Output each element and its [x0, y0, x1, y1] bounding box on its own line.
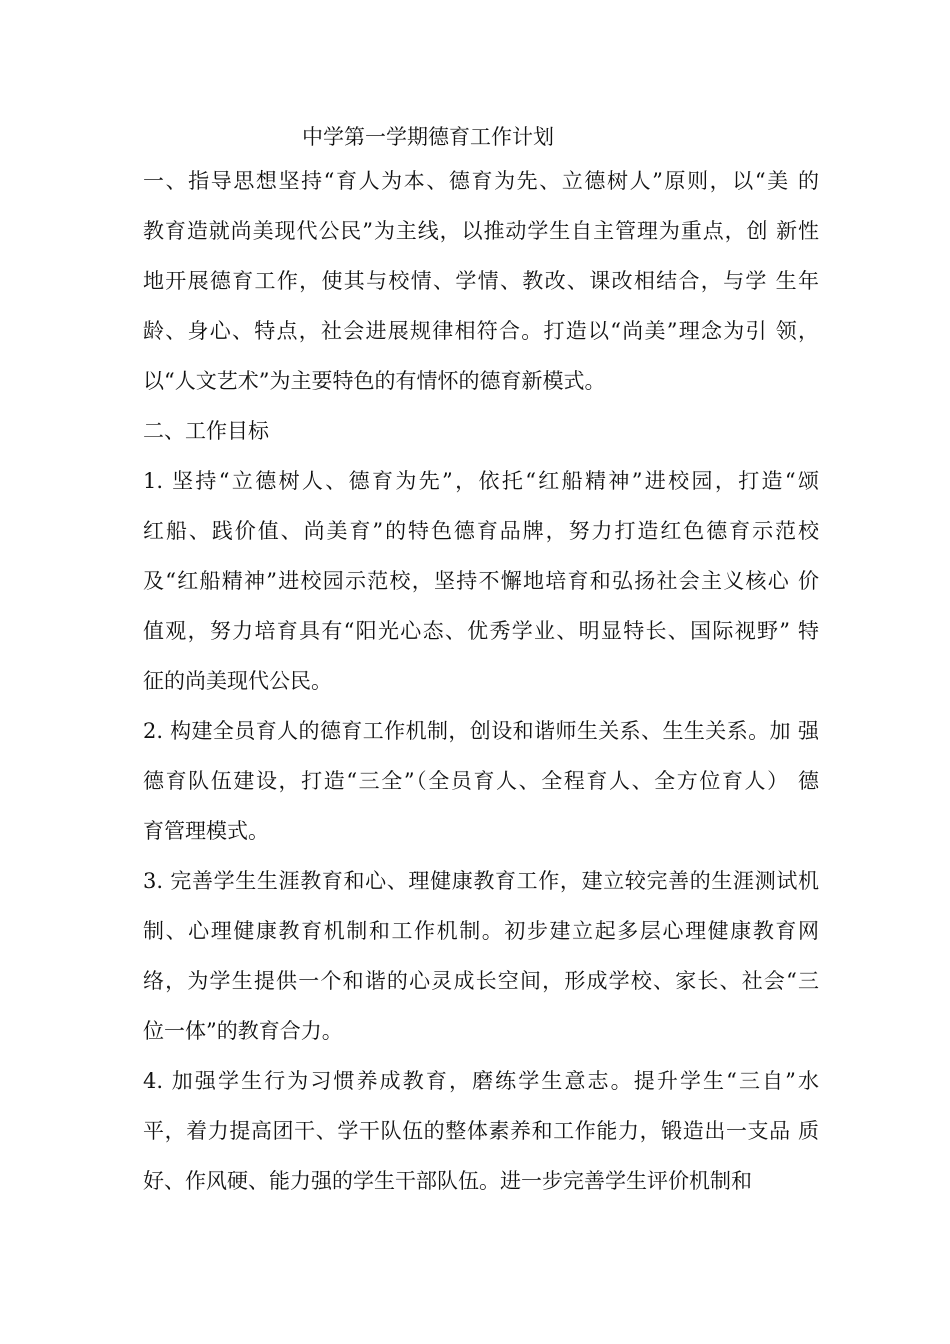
paragraph-line: 制、心理健康教育机制和工作机制。初步建立起多层心理健康教育网 [143, 919, 819, 943]
document-title: 中学第一学期德育工作计划 [302, 125, 554, 149]
paragraph-line: 一、指导思想坚持“育人为本、德育为先、立德树人”原则，以“美 的 [143, 169, 819, 193]
paragraph-line: 及“红船精神”进校园示范校，坚持不懈地培育和弘扬社会主义核心 价 [143, 569, 819, 593]
paragraph-line: 征的尚美现代公民。 [143, 669, 332, 693]
paragraph-line: 红船、践价值、尚美育”的特色德育品牌，努力打造红色德育示范校 [143, 519, 819, 543]
paragraph-line: 3. 完善学生生涯教育和心、理健康教育工作，建立较完善的生涯测试机 [143, 869, 819, 893]
paragraph-line: 好、作风硬、能力强的学生干部队伍。进一步完善学生评价机制和 [143, 1169, 752, 1193]
paragraph-line: 龄、身心、特点，社会进展规律相符合。打造以“尚美”理念为引 领， [143, 319, 819, 343]
paragraph-line: 育管理模式。 [143, 819, 269, 843]
paragraph-line: 以“人文艺术”为主要特色的有情怀的德育新模式。 [143, 369, 606, 393]
paragraph-line: 值观，努力培育具有“阳光心态、优秀学业、明显特长、国际视野” 特 [143, 619, 819, 643]
paragraph-line: 1. 坚持“立德树人、德育为先”，依托“红船精神”进校园，打造“颂 [143, 469, 819, 493]
paragraph-line: 德育队伍建设，打造“三全”（全员育人、全程育人、全方位育人） 德 [143, 769, 819, 793]
paragraph-line: 平，着力提高团干、学干队伍的整体素养和工作能力，锻造出一支品 质 [143, 1119, 819, 1143]
paragraph-line: 地开展德育工作，使其与校情、学情、教改、课改相结合，与学 生年 [143, 269, 819, 293]
paragraph-line: 位一体”的教育合力。 [143, 1019, 343, 1043]
section-heading: 二、工作目标 [143, 419, 269, 443]
paragraph-line: 络，为学生提供一个和谐的心灵成长空间，形成学校、家长、社会“三 [143, 969, 819, 993]
paragraph-line: 4. 加强学生行为习惯养成教育，磨练学生意志。提升学生“三自”水 [143, 1069, 819, 1093]
paragraph-line: 2. 构建全员育人的德育工作机制，创设和谐师生关系、生生关系。加 强 [143, 719, 819, 743]
paragraph-line: 教育造就尚美现代公民”为主线，以推动学生自主管理为重点，创 新性 [143, 219, 819, 243]
